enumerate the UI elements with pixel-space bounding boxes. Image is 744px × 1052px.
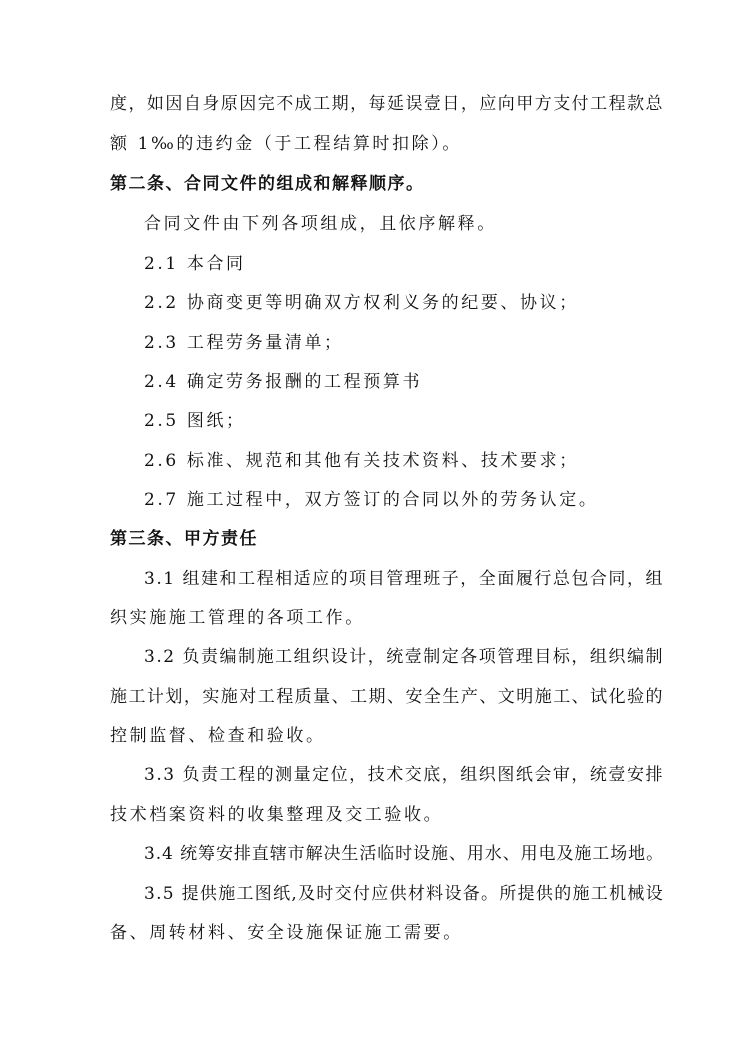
clause-2-5: 2.5 图纸； — [144, 411, 246, 431]
section-heading-article-2: 第二条、合同文件的组成和解释顺序。 — [110, 174, 425, 194]
body-text-line: 额 1‰的违约金（于工程结算时扣除）。 — [110, 134, 462, 154]
body-text-line: 技术档案资料的收集整理及交工验收。 — [110, 805, 444, 825]
clause-3-1: 3.1 组建和工程相适应的项目管理班子，全面履行总包合同，组 — [144, 569, 664, 589]
section-heading-article-3: 第三条、甲方责任 — [110, 529, 258, 549]
clause-3-4: 3.4 统筹安排直辖市解决生活临时设施、用水、用电及施工场地。 — [144, 844, 664, 864]
clause-3-3: 3.3 负责工程的测量定位，技术交底，组织图纸会审，统壹安排 — [144, 765, 664, 785]
body-text-line: 备、周转材料、安全设施保证施工需要。 — [110, 923, 463, 943]
clause-2-4: 2.4 确定劳务报酬的工程预算书 — [144, 372, 423, 392]
body-text-line: 织实施施工管理的各项工作。 — [110, 608, 365, 628]
clause-3-2: 3.2 负责编制施工组织设计，统壹制定各项管理目标，组织编制 — [144, 647, 664, 667]
body-text-line: 度，如因自身原因完不成工期，每延误壹日，应向甲方支付工程款总 — [110, 94, 664, 114]
clause-2-3: 2.3 工程劳务量清单； — [144, 333, 344, 353]
clause-2-7: 2.7 施工过程中，双方签订的合同以外的劳务认定。 — [144, 490, 599, 510]
clause-2-6: 2.6 标准、规范和其他有关技术资料、技术要求； — [144, 451, 579, 471]
body-text-line: 施工计划，实施对工程质量、工期、安全生产、文明施工、试化验的 — [110, 687, 664, 707]
clause-2-2: 2.2 协商变更等明确双方权利义务的纪要、协议； — [144, 293, 579, 313]
body-text-line: 合同文件由下列各项组成，且依序解释。 — [144, 214, 497, 234]
clause-2-1: 2.1 本合同 — [144, 254, 246, 274]
clause-3-5: 3.5 提供施工图纸,及时交付应供材料设备。所提供的施工机械设 — [144, 884, 664, 904]
body-text-line: 控制监督、检查和验收。 — [110, 726, 326, 746]
